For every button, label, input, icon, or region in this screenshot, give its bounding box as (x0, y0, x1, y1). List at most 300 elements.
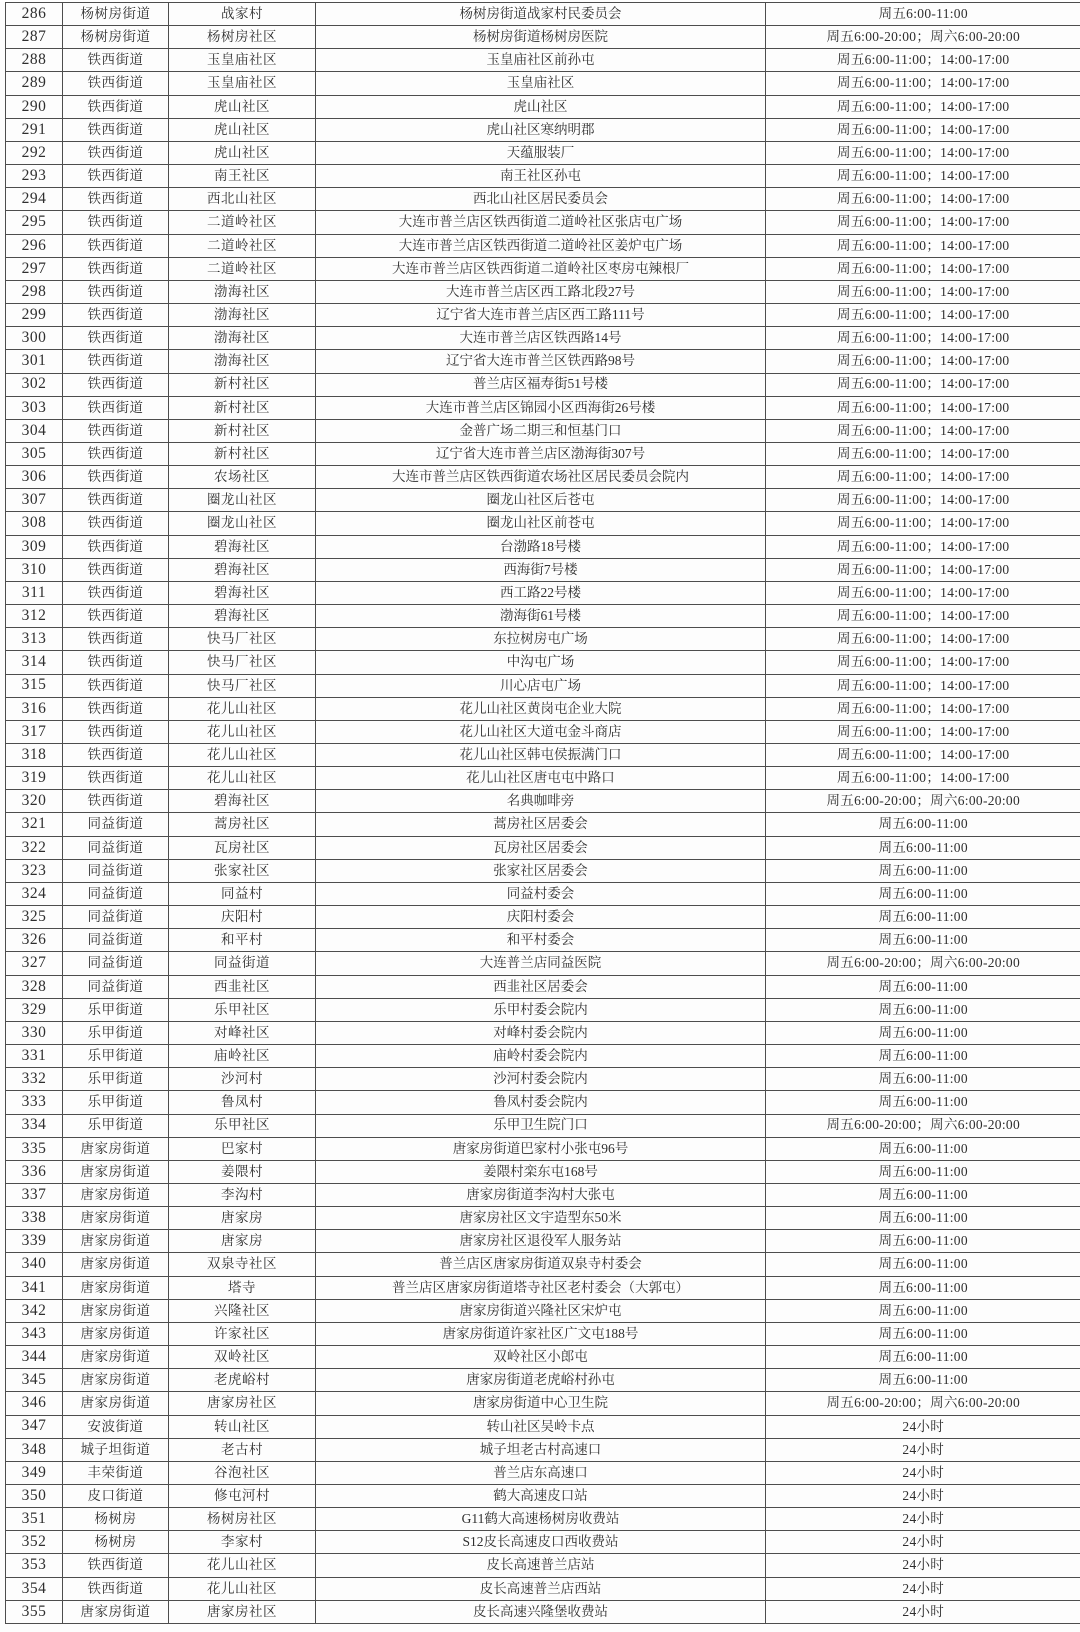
cell-community: 花儿山社区 (169, 767, 316, 790)
cell-index: 289 (6, 72, 63, 95)
table-row (6, 49, 1080, 72)
table-row (6, 998, 1080, 1021)
cell-open-hours: 24小时 (766, 1461, 1080, 1484)
table-row (6, 767, 1080, 790)
cell-index: 343 (6, 1322, 63, 1345)
cell-index: 324 (6, 882, 63, 905)
cell-street: 铁西街道 (63, 257, 169, 280)
cell-street: 同益街道 (63, 975, 169, 998)
table-row (6, 605, 1080, 628)
cell-community: 快马厂社区 (169, 628, 316, 651)
cell-community: 虎山社区 (169, 118, 316, 141)
cell-street: 杨树房街道 (63, 3, 169, 26)
cell-community: 碧海社区 (169, 535, 316, 558)
table-row (6, 26, 1080, 49)
table-row (6, 1276, 1080, 1299)
checkpoint-schedule-page (0, 2, 1080, 1632)
cell-index: 325 (6, 906, 63, 929)
cell-street: 唐家房街道 (63, 1230, 169, 1253)
cell-street: 乐甲街道 (63, 1068, 169, 1091)
cell-site-name: 大连市普兰店区铁西街道农场社区居民委员会院内 (316, 466, 766, 489)
cell-open-hours: 周五6:00-11:00；14:00-17:00 (766, 744, 1080, 767)
cell-site-name: 中沟屯广场 (316, 651, 766, 674)
table-row (6, 419, 1080, 442)
cell-open-hours: 周五6:00-11:00 (766, 859, 1080, 882)
cell-index: 311 (6, 581, 63, 604)
cell-street: 铁西街道 (63, 141, 169, 164)
cell-open-hours: 周五6:00-11:00 (766, 882, 1080, 905)
cell-street: 铁西街道 (63, 651, 169, 674)
cell-street: 铁西街道 (63, 327, 169, 350)
cell-open-hours: 周五6:00-11:00；14:00-17:00 (766, 767, 1080, 790)
cell-street: 唐家房街道 (63, 1137, 169, 1160)
cell-open-hours: 周五6:00-11:00 (766, 1183, 1080, 1206)
cell-site-name: 大连市普兰店区铁西街道二道岭社区枣房屯辣根厂 (316, 257, 766, 280)
cell-open-hours: 周五6:00-11:00 (766, 1160, 1080, 1183)
cell-site-name: 东拉树房屯广场 (316, 628, 766, 651)
table-row (6, 1068, 1080, 1091)
cell-street: 唐家房街道 (63, 1276, 169, 1299)
cell-community: 碧海社区 (169, 581, 316, 604)
cell-index: 346 (6, 1392, 63, 1415)
cell-open-hours: 周五6:00-11:00 (766, 813, 1080, 836)
cell-index: 286 (6, 3, 63, 26)
cell-index: 313 (6, 628, 63, 651)
table-row (6, 674, 1080, 697)
table-row (6, 1322, 1080, 1345)
cell-index: 293 (6, 165, 63, 188)
cell-community: 乐甲社区 (169, 1114, 316, 1137)
table-row (6, 1577, 1080, 1600)
cell-site-name: 西韭社区居委会 (316, 975, 766, 998)
cell-open-hours: 周五6:00-20:00；周六6:00-20:00 (766, 1114, 1080, 1137)
cell-open-hours: 周五6:00-11:00；14:00-17:00 (766, 327, 1080, 350)
table-row (6, 489, 1080, 512)
cell-street: 铁西街道 (63, 767, 169, 790)
cell-open-hours: 周五6:00-20:00；周六6:00-20:00 (766, 1392, 1080, 1415)
table-row (6, 1091, 1080, 1114)
cell-open-hours: 周五6:00-11:00；14:00-17:00 (766, 697, 1080, 720)
table-row (6, 1137, 1080, 1160)
cell-index: 332 (6, 1068, 63, 1091)
table-row (6, 1531, 1080, 1554)
cell-index: 291 (6, 118, 63, 141)
cell-street: 同益街道 (63, 952, 169, 975)
cell-community: 老虎峪村 (169, 1369, 316, 1392)
cell-index: 337 (6, 1183, 63, 1206)
cell-open-hours: 周五6:00-11:00 (766, 1068, 1080, 1091)
table-row (6, 790, 1080, 813)
cell-index: 307 (6, 489, 63, 512)
cell-open-hours: 周五6:00-11:00；14:00-17:00 (766, 581, 1080, 604)
cell-index: 342 (6, 1299, 63, 1322)
cell-open-hours: 周五6:00-11:00；14:00-17:00 (766, 188, 1080, 211)
cell-index: 339 (6, 1230, 63, 1253)
cell-community: 巴家村 (169, 1137, 316, 1160)
cell-street: 杨树房 (63, 1508, 169, 1531)
cell-index: 306 (6, 466, 63, 489)
cell-community: 双岭社区 (169, 1346, 316, 1369)
cell-index: 299 (6, 304, 63, 327)
cell-site-name: 张家社区居委会 (316, 859, 766, 882)
cell-open-hours: 周五6:00-11:00；14:00-17:00 (766, 118, 1080, 141)
cell-street: 唐家房街道 (63, 1600, 169, 1623)
cell-street: 铁西街道 (63, 188, 169, 211)
cell-open-hours: 周五6:00-11:00；14:00-17:00 (766, 234, 1080, 257)
cell-open-hours: 24小时 (766, 1554, 1080, 1577)
cell-street: 铁西街道 (63, 744, 169, 767)
cell-open-hours: 周五6:00-11:00 (766, 975, 1080, 998)
cell-site-name: 花儿山社区唐屯屯中路口 (316, 767, 766, 790)
cell-index: 340 (6, 1253, 63, 1276)
cell-site-name: 城子坦老古村高速口 (316, 1438, 766, 1461)
cell-site-name: 唐家房街道李沟村大张屯 (316, 1183, 766, 1206)
cell-site-name: 姜隈村栾东屯168号 (316, 1160, 766, 1183)
cell-site-name: 唐家房街道许家社区广文屯188号 (316, 1322, 766, 1345)
cell-open-hours: 周五6:00-11:00；14:00-17:00 (766, 466, 1080, 489)
cell-site-name: 唐家房社区退役军人服务站 (316, 1230, 766, 1253)
cell-community: 圈龙山社区 (169, 489, 316, 512)
table-row (6, 1346, 1080, 1369)
cell-site-name: 西工路22号楼 (316, 581, 766, 604)
cell-index: 308 (6, 512, 63, 535)
cell-open-hours: 周五6:00-11:00；14:00-17:00 (766, 304, 1080, 327)
cell-open-hours: 周五6:00-11:00；14:00-17:00 (766, 442, 1080, 465)
cell-index: 292 (6, 141, 63, 164)
table-row (6, 720, 1080, 743)
cell-site-name: 同益村委会 (316, 882, 766, 905)
cell-index: 326 (6, 929, 63, 952)
cell-street: 铁西街道 (63, 512, 169, 535)
cell-open-hours: 周五6:00-11:00；14:00-17:00 (766, 280, 1080, 303)
cell-street: 铁西街道 (63, 1577, 169, 1600)
table-row (6, 72, 1080, 95)
cell-index: 355 (6, 1600, 63, 1623)
cell-community: 快马厂社区 (169, 651, 316, 674)
cell-index: 309 (6, 535, 63, 558)
cell-open-hours: 周五6:00-11:00 (766, 1322, 1080, 1345)
cell-open-hours: 周五6:00-11:00；14:00-17:00 (766, 257, 1080, 280)
table-row (6, 466, 1080, 489)
table-row (6, 1392, 1080, 1415)
cell-index: 348 (6, 1438, 63, 1461)
table-row (6, 1230, 1080, 1253)
cell-community: 杨树房社区 (169, 1508, 316, 1531)
cell-open-hours: 周五6:00-11:00；14:00-17:00 (766, 95, 1080, 118)
cell-street: 皮口街道 (63, 1485, 169, 1508)
cell-community: 玉皇庙社区 (169, 72, 316, 95)
cell-street: 唐家房街道 (63, 1253, 169, 1276)
cell-community: 渤海社区 (169, 280, 316, 303)
table-row (6, 234, 1080, 257)
table-row (6, 1369, 1080, 1392)
cell-open-hours: 周五6:00-11:00；14:00-17:00 (766, 628, 1080, 651)
cell-site-name: G11鹤大高速杨树房收费站 (316, 1508, 766, 1531)
cell-site-name: 乐甲卫生院门口 (316, 1114, 766, 1137)
cell-site-name: 台渤路18号楼 (316, 535, 766, 558)
cell-site-name: 西海街7号楼 (316, 558, 766, 581)
cell-community: 许家社区 (169, 1322, 316, 1345)
cell-site-name: 花儿山社区韩屯侯振满门口 (316, 744, 766, 767)
table-row (6, 442, 1080, 465)
cell-community: 快马厂社区 (169, 674, 316, 697)
cell-street: 铁西街道 (63, 95, 169, 118)
table-row (6, 628, 1080, 651)
cell-open-hours: 周五6:00-11:00；14:00-17:00 (766, 350, 1080, 373)
cell-street: 铁西街道 (63, 165, 169, 188)
table-row (6, 1045, 1080, 1068)
cell-index: 312 (6, 605, 63, 628)
cell-community: 蒿房社区 (169, 813, 316, 836)
table-row (6, 95, 1080, 118)
cell-site-name: 金普广场二期三和恒基门口 (316, 419, 766, 442)
cell-site-name: 大连市普兰店区铁西街道二道岭社区张店屯广场 (316, 211, 766, 234)
cell-open-hours: 周五6:00-11:00；14:00-17:00 (766, 512, 1080, 535)
cell-site-name: 庆阳村委会 (316, 906, 766, 929)
cell-open-hours: 周五6:00-11:00；14:00-17:00 (766, 373, 1080, 396)
cell-open-hours: 周五6:00-11:00；14:00-17:00 (766, 489, 1080, 512)
cell-index: 323 (6, 859, 63, 882)
cell-site-name: 圈龙山社区前苍屯 (316, 512, 766, 535)
table-row (6, 1299, 1080, 1322)
cell-community: 唐家房社区 (169, 1600, 316, 1623)
table-row (6, 512, 1080, 535)
cell-community: 渤海社区 (169, 350, 316, 373)
table-row (6, 304, 1080, 327)
table-row (6, 1438, 1080, 1461)
cell-index: 320 (6, 790, 63, 813)
cell-street: 铁西街道 (63, 442, 169, 465)
cell-index: 351 (6, 1508, 63, 1531)
cell-site-name: 虎山社区寒纳明郡 (316, 118, 766, 141)
cell-street: 铁西街道 (63, 234, 169, 257)
cell-community: 张家社区 (169, 859, 316, 882)
cell-street: 铁西街道 (63, 396, 169, 419)
cell-index: 318 (6, 744, 63, 767)
cell-community: 碧海社区 (169, 605, 316, 628)
cell-open-hours: 周五6:00-11:00 (766, 836, 1080, 859)
cell-index: 330 (6, 1021, 63, 1044)
table-row (6, 1554, 1080, 1577)
table-row (6, 141, 1080, 164)
cell-index: 347 (6, 1415, 63, 1438)
cell-site-name: 大连市普兰店区铁西路14号 (316, 327, 766, 350)
table-row (6, 906, 1080, 929)
cell-index: 301 (6, 350, 63, 373)
cell-index: 354 (6, 1577, 63, 1600)
cell-street: 铁西街道 (63, 581, 169, 604)
table-row (6, 813, 1080, 836)
cell-site-name: 鹤大高速皮口站 (316, 1485, 766, 1508)
cell-community: 南王社区 (169, 165, 316, 188)
cell-index: 352 (6, 1531, 63, 1554)
cell-street: 同益街道 (63, 813, 169, 836)
table-row (6, 697, 1080, 720)
table-row (6, 744, 1080, 767)
cell-index: 336 (6, 1160, 63, 1183)
table-row (6, 1600, 1080, 1623)
cell-index: 304 (6, 419, 63, 442)
cell-index: 317 (6, 720, 63, 743)
cell-index: 335 (6, 1137, 63, 1160)
cell-site-name: 对峰村委会院内 (316, 1021, 766, 1044)
cell-community: 李家村 (169, 1531, 316, 1554)
cell-open-hours: 24小时 (766, 1415, 1080, 1438)
table-row (6, 1183, 1080, 1206)
cell-index: 322 (6, 836, 63, 859)
cell-site-name: 转山社区吴岭卡点 (316, 1415, 766, 1438)
cell-community: 花儿山社区 (169, 720, 316, 743)
cell-street: 唐家房街道 (63, 1346, 169, 1369)
cell-open-hours: 周五6:00-11:00；14:00-17:00 (766, 141, 1080, 164)
cell-index: 302 (6, 373, 63, 396)
cell-open-hours: 周五6:00-11:00 (766, 1045, 1080, 1068)
cell-community: 渤海社区 (169, 304, 316, 327)
cell-site-name: 玉皇庙社区前孙屯 (316, 49, 766, 72)
table-row (6, 581, 1080, 604)
cell-community: 花儿山社区 (169, 697, 316, 720)
cell-street: 杨树房街道 (63, 26, 169, 49)
cell-open-hours: 周五6:00-20:00；周六6:00-20:00 (766, 790, 1080, 813)
cell-community: 二道岭社区 (169, 234, 316, 257)
cell-site-name: 大连市普兰店区锦园小区西海街26号楼 (316, 396, 766, 419)
checkpoint-schedule-table (5, 2, 1080, 1624)
table-row (6, 327, 1080, 350)
cell-site-name: 唐家房街道兴隆社区宋炉屯 (316, 1299, 766, 1322)
table-row (6, 975, 1080, 998)
cell-street: 铁西街道 (63, 373, 169, 396)
cell-community: 转山社区 (169, 1415, 316, 1438)
cell-community: 唐家房 (169, 1207, 316, 1230)
cell-index: 344 (6, 1346, 63, 1369)
cell-community: 碧海社区 (169, 558, 316, 581)
cell-site-name: 大连普兰店同益医院 (316, 952, 766, 975)
cell-site-name: 普兰店区唐家房街道双泉寺村委会 (316, 1253, 766, 1276)
cell-site-name: 西北山社区居民委员会 (316, 188, 766, 211)
cell-index: 350 (6, 1485, 63, 1508)
cell-community: 战家村 (169, 3, 316, 26)
cell-site-name: 皮长高速兴隆堡收费站 (316, 1600, 766, 1623)
table-row (6, 859, 1080, 882)
cell-street: 铁西街道 (63, 280, 169, 303)
cell-open-hours: 24小时 (766, 1508, 1080, 1531)
cell-open-hours: 24小时 (766, 1531, 1080, 1554)
cell-community: 瓦房社区 (169, 836, 316, 859)
cell-community: 对峰社区 (169, 1021, 316, 1044)
cell-community: 和平村 (169, 929, 316, 952)
cell-site-name: 唐家房街道老虎峪村孙屯 (316, 1369, 766, 1392)
cell-community: 二道岭社区 (169, 257, 316, 280)
table-row (6, 211, 1080, 234)
cell-community: 兴隆社区 (169, 1299, 316, 1322)
table-row (6, 882, 1080, 905)
cell-index: 295 (6, 211, 63, 234)
cell-street: 安波街道 (63, 1415, 169, 1438)
cell-community: 虎山社区 (169, 141, 316, 164)
cell-open-hours: 周五6:00-11:00 (766, 1137, 1080, 1160)
cell-street: 铁西街道 (63, 419, 169, 442)
cell-street: 同益街道 (63, 836, 169, 859)
cell-community: 谷泡社区 (169, 1461, 316, 1484)
cell-street: 唐家房街道 (63, 1299, 169, 1322)
table-row (6, 396, 1080, 419)
cell-open-hours: 周五6:00-11:00 (766, 998, 1080, 1021)
cell-street: 铁西街道 (63, 72, 169, 95)
table-row (6, 188, 1080, 211)
cell-open-hours: 周五6:00-11:00；14:00-17:00 (766, 674, 1080, 697)
cell-community: 圈龙山社区 (169, 512, 316, 535)
cell-index: 338 (6, 1207, 63, 1230)
cell-index: 345 (6, 1369, 63, 1392)
cell-site-name: 双岭社区小郎屯 (316, 1346, 766, 1369)
cell-open-hours: 周五6:00-11:00；14:00-17:00 (766, 535, 1080, 558)
cell-community: 乐甲社区 (169, 998, 316, 1021)
cell-street: 铁西街道 (63, 674, 169, 697)
cell-community: 玉皇庙社区 (169, 49, 316, 72)
cell-open-hours: 周五6:00-11:00 (766, 1276, 1080, 1299)
cell-street: 乐甲街道 (63, 1091, 169, 1114)
cell-community: 渤海社区 (169, 327, 316, 350)
cell-community: 姜隈村 (169, 1160, 316, 1183)
cell-open-hours: 周五6:00-11:00 (766, 929, 1080, 952)
cell-community: 同益村 (169, 882, 316, 905)
cell-street: 唐家房街道 (63, 1369, 169, 1392)
cell-site-name: 鲁凤村委会院内 (316, 1091, 766, 1114)
cell-street: 同益街道 (63, 906, 169, 929)
cell-community: 新村社区 (169, 396, 316, 419)
cell-street: 铁西街道 (63, 304, 169, 327)
cell-street: 铁西街道 (63, 489, 169, 512)
cell-street: 唐家房街道 (63, 1322, 169, 1345)
table-row (6, 1508, 1080, 1531)
cell-street: 乐甲街道 (63, 1045, 169, 1068)
cell-open-hours: 周五6:00-11:00；14:00-17:00 (766, 165, 1080, 188)
cell-open-hours: 周五6:00-11:00；14:00-17:00 (766, 605, 1080, 628)
table-row (6, 1485, 1080, 1508)
cell-community: 塔寺 (169, 1276, 316, 1299)
cell-index: 316 (6, 697, 63, 720)
cell-street: 同益街道 (63, 859, 169, 882)
cell-index: 294 (6, 188, 63, 211)
table-row (6, 1253, 1080, 1276)
cell-index: 314 (6, 651, 63, 674)
cell-index: 305 (6, 442, 63, 465)
cell-index: 334 (6, 1114, 63, 1137)
cell-site-name: 圈龙山社区后苍屯 (316, 489, 766, 512)
cell-site-name: 花儿山社区黄岗屯企业大院 (316, 697, 766, 720)
cell-community: 西北山社区 (169, 188, 316, 211)
cell-open-hours: 24小时 (766, 1485, 1080, 1508)
table-row (6, 1461, 1080, 1484)
cell-site-name: 天蕴服装厂 (316, 141, 766, 164)
table-row (6, 1415, 1080, 1438)
table-row (6, 1160, 1080, 1183)
cell-community: 二道岭社区 (169, 211, 316, 234)
cell-community: 杨树房社区 (169, 26, 316, 49)
cell-index: 333 (6, 1091, 63, 1114)
cell-open-hours: 周五6:00-11:00 (766, 1346, 1080, 1369)
cell-open-hours: 周五6:00-11:00 (766, 3, 1080, 26)
cell-street: 唐家房街道 (63, 1160, 169, 1183)
cell-community: 沙河村 (169, 1068, 316, 1091)
cell-site-name: 皮长高速普兰店站 (316, 1554, 766, 1577)
cell-open-hours: 周五6:00-20:00；周六6:00-20:00 (766, 952, 1080, 975)
cell-street: 铁西街道 (63, 118, 169, 141)
cell-index: 288 (6, 49, 63, 72)
cell-index: 296 (6, 234, 63, 257)
cell-street: 乐甲街道 (63, 1114, 169, 1137)
cell-site-name: 川心店屯广场 (316, 674, 766, 697)
